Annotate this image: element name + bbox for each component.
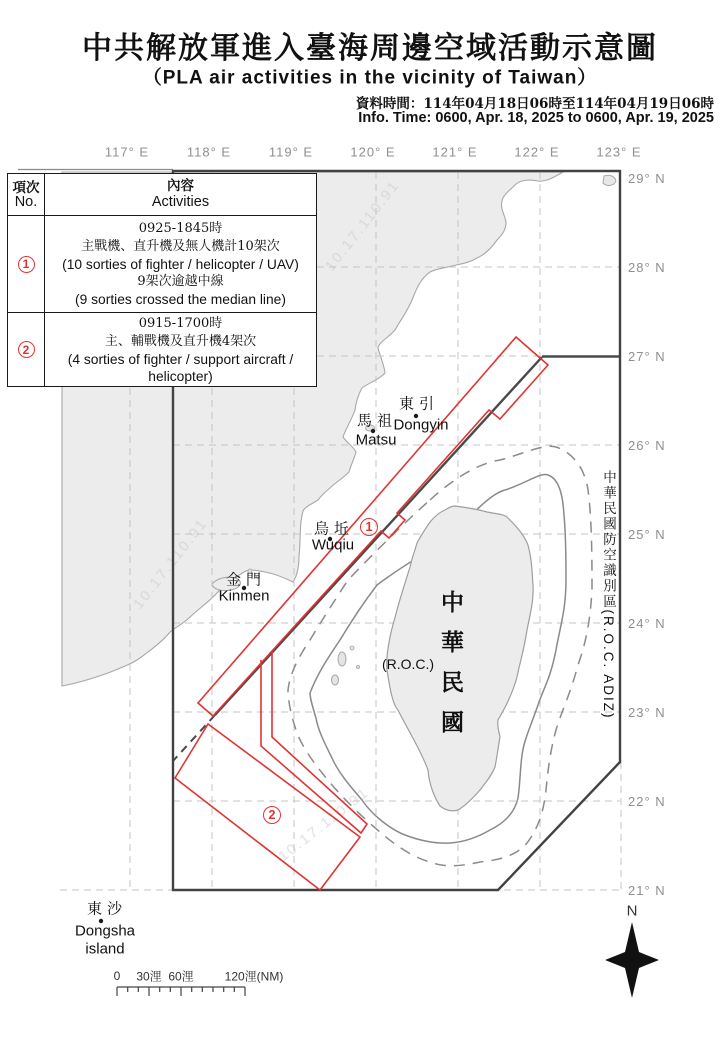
row1-line5: (9 sorties crossed the median line): [75, 292, 286, 307]
median-line-dashed: [173, 715, 215, 761]
lon-label-121e: 121° E: [432, 144, 478, 160]
watermark-text: 10.17.110.91: [274, 783, 373, 866]
row2-activities-cell: [45, 313, 316, 386]
page-subtitle: （PLA air activities in the vicinity of Taiwan）: [142, 67, 598, 89]
row1-line2: 主戰機、直升機及無人機計10架次: [81, 239, 280, 254]
wuqiu-label-zh: 烏坵: [313, 519, 355, 538]
row2-circled-number: 2: [18, 341, 35, 358]
scale-bar: [117, 987, 245, 996]
islet: [356, 665, 359, 668]
row1-line1: 0925-1845時: [138, 221, 223, 236]
lon-label-117e: 117° E: [104, 144, 150, 160]
kinmen-label-zh: 金門: [225, 570, 267, 589]
info-time-en: Info. Time: 0600, Apr. 18, 2025 to 0600, Apr. 19, 2025: [358, 110, 714, 126]
table-header-row: [8, 174, 316, 215]
penghu-islands: [338, 652, 346, 666]
lon-label-118e: 118° E: [186, 144, 232, 160]
dongsha-label-en2: island: [85, 940, 125, 958]
info-time-zh: 資料時間：114年04月18日06時至114年04月19日06時: [355, 96, 714, 112]
scalebar-label-60: 60浬: [168, 969, 194, 984]
coast-islet-northeast: [603, 175, 616, 185]
watermark-text: 10.17.110.91: [129, 514, 212, 613]
compass-north-label: N: [626, 902, 638, 920]
row1-circled-number: 1: [18, 256, 35, 273]
dongsha-label-en1: Dongsha: [74, 922, 136, 940]
dongsha-label-zh: 東沙: [86, 899, 128, 918]
activity-2-circled-number: 2: [263, 806, 281, 824]
row1-activities-cell: [45, 216, 316, 312]
penghu-islands: [332, 675, 339, 685]
activity-marker-1: [360, 518, 378, 536]
kinmen-label-en: Kinmen: [218, 587, 270, 605]
activity-marker-2: [263, 806, 281, 824]
row2-number-cell: [8, 313, 45, 386]
matsu-label-en: Matsu: [355, 431, 397, 449]
row1-line4: 9架次逾越中線: [137, 274, 224, 289]
row2-line4: helicopter): [148, 368, 213, 384]
activity-1-circled-number: 1: [360, 518, 378, 536]
header-act-en: Activities: [151, 194, 210, 210]
lat-label-26n: 26° N: [628, 438, 666, 453]
activities-table: [7, 173, 317, 387]
lat-label-24n: 24° N: [628, 616, 666, 631]
scalebar-label-0: 0: [113, 969, 121, 983]
adiz-label-vertical: 中華民國防空識別區(R.O.C. ADIZ): [601, 470, 616, 720]
scalebar-label-120: 120浬(NM): [224, 969, 284, 984]
table-row: [8, 215, 316, 312]
matsu-label-zh: 馬祖: [356, 411, 398, 430]
row1-number-cell: [8, 216, 45, 312]
lat-label-29n: 29° N: [628, 171, 666, 186]
lat-label-28n: 28° N: [628, 260, 666, 275]
lat-label-23n: 23° N: [628, 705, 666, 720]
lat-label-25n: 25° N: [628, 527, 666, 542]
dongyin-label-en: Dongyin: [393, 416, 449, 434]
islet: [350, 646, 354, 650]
scalebar-label-30: 30浬: [136, 969, 162, 984]
header-no-zh: 項次: [12, 179, 40, 196]
lon-label-119e: 119° E: [268, 144, 314, 160]
header-act-zh: 內容: [167, 178, 194, 194]
lon-label-120e: 120° E: [350, 144, 396, 160]
row2-line2: 主、輔戰機及直升機4架次: [104, 333, 257, 349]
lon-label-122e: 122° E: [514, 144, 560, 160]
lat-label-27n: 27° N: [628, 349, 666, 364]
taiwan-name-vertical: 中華民國: [437, 590, 464, 750]
row2-line3: (4 sorties of fighter / support aircraft /: [67, 351, 294, 367]
dongyin-label-zh: 東引: [398, 394, 440, 413]
table-row: [8, 312, 316, 386]
roc-label: (R.O.C.): [381, 656, 435, 672]
wuqiu-label-en: Wuqiu: [311, 536, 355, 554]
compass-rose-icon: [605, 922, 659, 998]
lon-label-123e: 123° E: [596, 144, 642, 160]
lat-label-21n: 21° N: [628, 883, 666, 898]
table-header-no: [8, 174, 45, 215]
header-no-en: No.: [14, 193, 38, 210]
table-header-activities: [45, 174, 316, 215]
row2-line1: 0915-1700時: [138, 315, 223, 331]
watermark-text: 10.17.110.91: [321, 176, 404, 275]
lat-label-22n: 22° N: [628, 794, 666, 809]
page-title: 中共解放軍進入臺海周邊空域活動示意圖: [82, 31, 658, 66]
row1-line3: (10 sorties of fighter / helicopter / UAV): [62, 257, 299, 272]
